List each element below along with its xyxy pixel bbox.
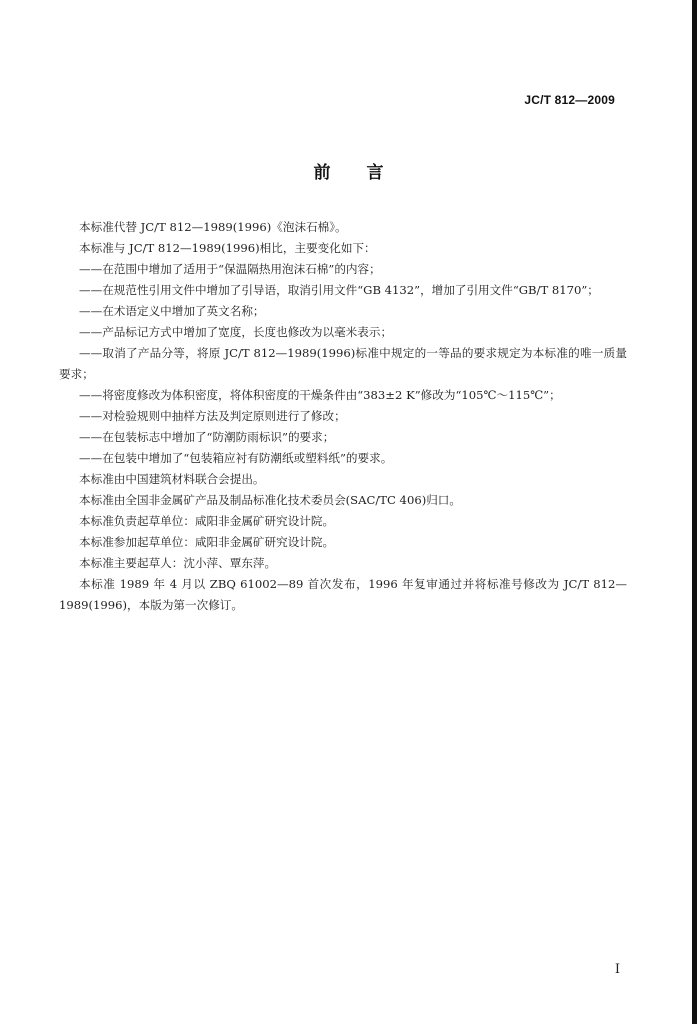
- document-code: JC/T 812—2009: [524, 93, 615, 107]
- paragraph-replaces: 本标准代替 JC/T 812—1989(1996)《泡沫石棉》。: [79, 220, 347, 234]
- paragraph-administered-by: 本标准由全国非金属矿产品及制品标准化技术委员会(SAC/TC 406)归口。: [79, 493, 461, 507]
- change-item-density: ——将密度修改为体积密度，将体积密度的干燥条件由“383±2 K”修改为“105℃～115℃”；: [79, 388, 561, 402]
- change-item-grading: ——取消了产品分等，将原 JC/T 812—1989(1996)标准中规定的一等品的要求规定为本标准的唯一质量要求；: [59, 346, 627, 381]
- change-item-marking: ——产品标记方式中增加了宽度，长度也修改为以毫米表示；: [79, 325, 393, 339]
- change-item-scope: ——在范围中增加了适用于“保温隔热用泡沫石棉”的内容；: [79, 262, 381, 276]
- scan-edge: [692, 0, 697, 1024]
- page-title: 前言: [313, 163, 420, 183]
- page-number: I: [614, 962, 620, 977]
- change-item-terms: ——在术语定义中增加了英文名称；: [79, 304, 265, 318]
- paragraph-drafting-unit: 本标准负责起草单位：咸阳非金属矿研究设计院。: [79, 514, 335, 528]
- change-item-package-mark: ——在包装标志中增加了“防潮防雨标识”的要求；: [79, 430, 335, 444]
- paragraph-participating-unit: 本标准参加起草单位：咸阳非金属矿研究设计院。: [79, 535, 335, 549]
- paragraph-history: 本标准 1989 年 4 月以 ZBQ 61002—89 首次发布，1996 年复审通过并将标准号修改为 JC/T 812—1989(1996)，本版为第一次修订。: [59, 577, 627, 612]
- change-item-inspection: ——对检验规则中抽样方法及判定原则进行了修改；: [79, 409, 346, 423]
- paragraph-changes-intro: 本标准与 JC/T 812—1989(1996)相比，主要变化如下：: [79, 241, 376, 255]
- paragraph-proposed-by: 本标准由中国建筑材料联合会提出。: [79, 472, 265, 486]
- foreword-body: [59, 217, 627, 616]
- change-item-references: ——在规范性引用文件中增加了引导语，取消引用文件“GB 4132”，增加了引用文件“GB/T 8170”；: [79, 283, 599, 297]
- change-item-packaging: ——在包装中增加了“包装箱应衬有防潮纸或塑料纸”的要求。: [79, 451, 393, 465]
- paragraph-drafters: 本标准主要起草人：沈小萍、覃东萍。: [79, 556, 277, 570]
